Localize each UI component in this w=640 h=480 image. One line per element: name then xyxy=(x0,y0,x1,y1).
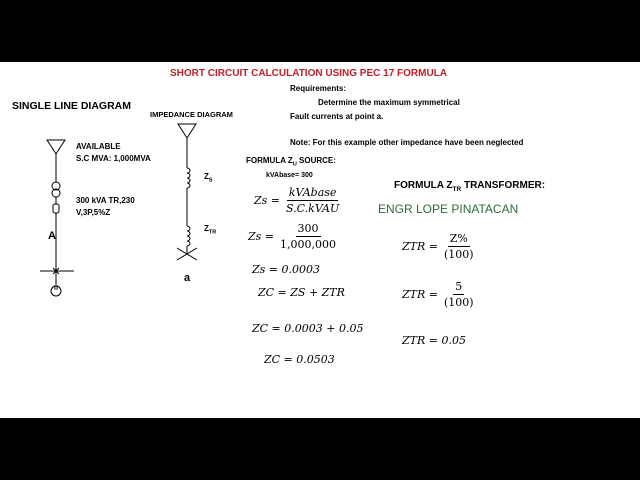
transformer-equation-1: ZTR = $\frac{Z\%}{(100)}$ xyxy=(402,232,474,261)
source-equation-1: Zs = $\frac{\text{kVAbase}}{\text{S.C.kVAU}}$ xyxy=(254,186,340,215)
impedance-source-triangle-icon xyxy=(178,124,196,138)
transformer-equation-3: ZTR = 0.05 xyxy=(402,334,466,347)
point-a-label: A xyxy=(48,230,56,242)
available-label: AVAILABLE xyxy=(76,142,121,151)
transformer-rating-1: 300 kVA TR,230 xyxy=(76,196,135,205)
slide-title: SHORT CIRCUIT CALCULATION USING PEC 17 FORMULA xyxy=(170,68,448,79)
source-equation-3: Zs = 0.0003 xyxy=(252,263,320,276)
breaker-icon xyxy=(53,204,59,213)
available-scmva: S.C MVA: 1,000MVA xyxy=(76,154,151,163)
source-triangle-icon xyxy=(47,140,65,154)
point-a-lower-label: a xyxy=(184,272,191,284)
combined-equation: ZC = ZS + ZTR xyxy=(258,286,345,299)
single-line-diagram xyxy=(40,140,74,296)
source-formula-heading: FORMULA $Z_U$ SOURCE: xyxy=(246,156,336,168)
motor-label: M xyxy=(53,286,59,292)
impedance-heading: IMPEDANCE DIAGRAM xyxy=(150,110,233,119)
source-equation-2: Zs = $\frac{300}{1,000,000}$ xyxy=(248,222,336,251)
combined-result-equation: ZC = 0.0503 xyxy=(264,353,335,366)
zs-label: $Z_S$ xyxy=(204,172,213,184)
transformer-rating-2: V,3P,5%Z xyxy=(76,208,111,217)
note-text: Note: For this example other impedance have been neglected xyxy=(290,138,524,147)
impedance-diagram xyxy=(177,124,197,260)
requirements-heading: Requirements: xyxy=(290,84,347,93)
single-line-heading: SINGLE LINE DIAGRAM xyxy=(12,100,132,112)
kvabase-value: kVAbase= 300 xyxy=(266,172,313,179)
zs-coil-icon xyxy=(187,168,190,188)
transformer-equation-2: ZTR = $\frac{5}{(100)}$ xyxy=(402,280,474,309)
requirements-line-2: Fault currents at point a. xyxy=(290,112,384,121)
ztr-label: $Z_{TR}$ xyxy=(204,224,217,236)
slide xyxy=(0,62,640,418)
transformer-formula-heading: FORMULA $Z_{TR}$ TRANSFORMER: xyxy=(394,180,546,193)
combined-sum-equation: ZC = 0.0003 + 0.05 xyxy=(252,322,364,335)
requirements-line-1: Determine the maximum symmetrical xyxy=(318,98,460,107)
ztr-coil-icon xyxy=(187,226,190,246)
author-credit: ENGR LOPE PINATACAN xyxy=(378,202,519,216)
